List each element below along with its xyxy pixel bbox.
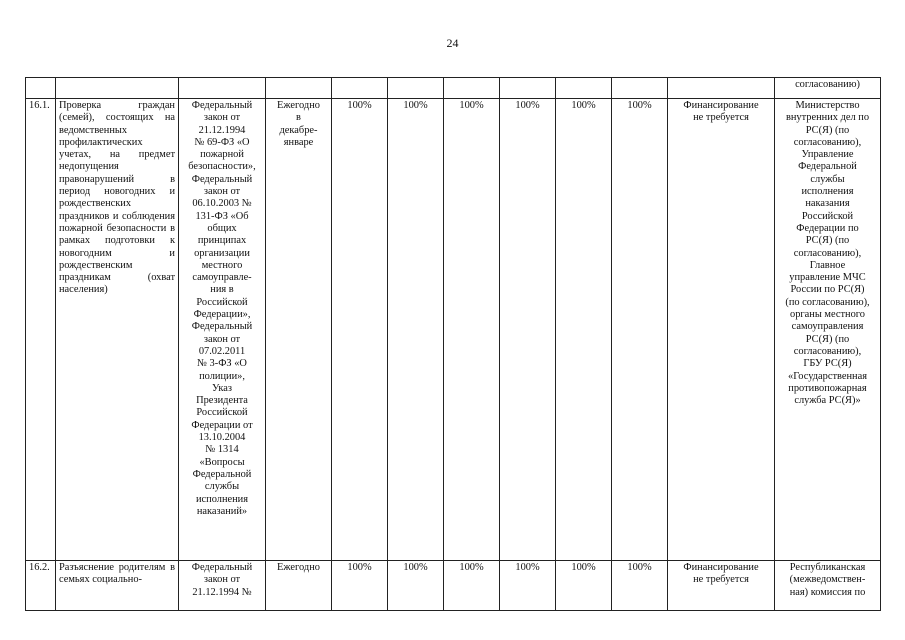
cell-value: 100% <box>332 561 388 611</box>
cell-value <box>444 78 500 99</box>
cell-responsible: Республиканская (межведомствен- ная) комиссия по <box>775 561 881 611</box>
cell-value <box>556 78 612 99</box>
cell-term: Ежегодно в декабре- январе <box>266 99 332 561</box>
cell-event: Проверка граждан (семей), состоящих на ведомственных профилактических учетах, на предмет недопущения правонарушений в период новогодних и рождественских праздников и соблюдения пожарной безопасности в рамках подготовки к новогодним и рождественским праздникам (охват населения) <box>56 99 179 561</box>
table-row <box>26 99 881 561</box>
cell-basis: Федеральный закон от 21.12.1994 № <box>179 561 266 611</box>
cell-value: 100% <box>388 99 444 561</box>
cell-financing: Финансирование не требуется <box>668 99 775 561</box>
cell-term: Ежегодно <box>266 561 332 611</box>
cell-event <box>56 78 179 99</box>
cell-value: 100% <box>612 99 668 561</box>
cell-event: Разъяснение родителям в семьях социально- <box>56 561 179 611</box>
cell-financing <box>668 78 775 99</box>
cell-value: 100% <box>444 99 500 561</box>
cell-term <box>266 78 332 99</box>
cell-value <box>388 78 444 99</box>
cell-value: 100% <box>556 561 612 611</box>
cell-basis <box>179 78 266 99</box>
table-row <box>26 561 881 611</box>
cell-value <box>612 78 668 99</box>
cell-num: 16.2. <box>26 561 56 611</box>
cell-responsible: Министерство внутренних дел по РС(Я) (по согласованию), Управление Федеральной службы исполнения наказания Российской Федерации по РС(Я) (по согласованию), Главное управление МЧС России по РС(Я) (по согласованию), органы местного самоуправления РС(Я) (по согласованию), ГБУ РС(Я) «Государственная противопожарная служба РС(Я)» <box>775 99 881 561</box>
cell-financing: Финансирование не требуется <box>668 561 775 611</box>
cell-value <box>332 78 388 99</box>
cell-value: 100% <box>500 561 556 611</box>
cell-value: 100% <box>612 561 668 611</box>
continued-row <box>26 78 881 99</box>
cell-num <box>26 78 56 99</box>
cell-num: 16.1. <box>26 99 56 561</box>
page-number: 24 <box>446 36 459 50</box>
cell-value: 100% <box>500 99 556 561</box>
cell-responsible: согласованию) <box>775 78 881 99</box>
plan-table <box>25 77 881 611</box>
cell-value: 100% <box>332 99 388 561</box>
cell-value: 100% <box>444 561 500 611</box>
cell-basis: Федеральный закон от 21.12.1994 № 69-ФЗ «О пожарной безопасности», Федеральный закон от 06.10.2003 № 131-ФЗ «Об общих принципах организации местного самоуправле- ния в Российской Федерации», Федеральный закон от 07.02.2011 № 3-ФЗ «О полиции», Указ Президента Российской Федерации от 13.10.2004 № 1314 «Вопросы Федеральной службы исполнения наказаний» <box>179 99 266 561</box>
cell-value: 100% <box>556 99 612 561</box>
cell-value: 100% <box>388 561 444 611</box>
cell-value <box>500 78 556 99</box>
